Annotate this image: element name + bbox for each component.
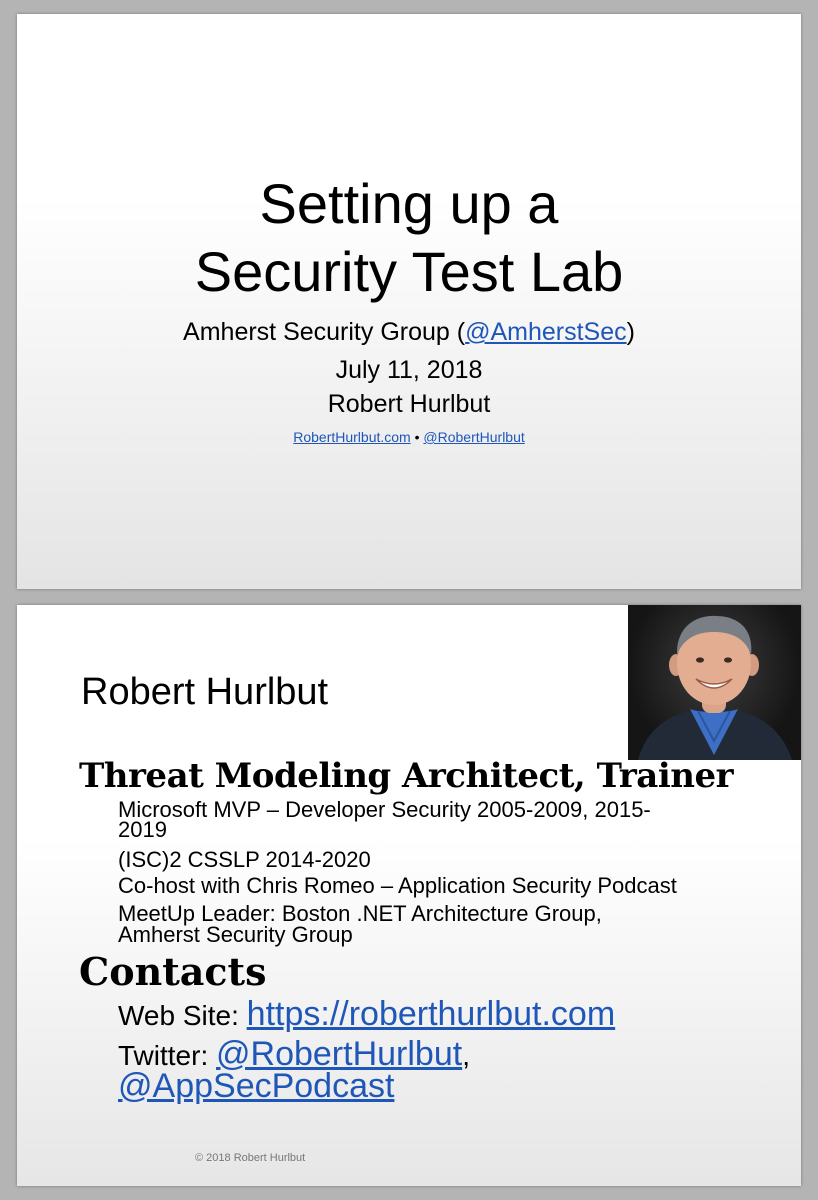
credential-item: Microsoft MVP – Developer Security 2005-2009, 2015-	[118, 797, 651, 822]
robert-twitter-link[interactable]: @RobertHurlbut	[216, 1035, 463, 1073]
credential-item: Co-host with Chris Romeo – Application Security Podcast	[118, 873, 677, 898]
slide-title-line-2: Security Test Lab	[194, 240, 624, 303]
organization-name: Amherst Security Group (	[183, 318, 466, 346]
slide-title-line-1: Setting up a	[259, 172, 559, 235]
credential-item: MeetUp Leader: Boston .NET Architecture Group,	[118, 901, 602, 926]
credential-item-continued: Amherst Security Group	[118, 922, 353, 947]
portrait-illustration	[628, 605, 801, 760]
twitter-comma: ,	[462, 1040, 470, 1071]
website-url-link[interactable]: https://roberthurlbut.com	[246, 995, 616, 1033]
speaker-name: Robert Hurlbut	[81, 671, 329, 713]
contacts-heading: Contacts	[79, 949, 267, 994]
appsec-podcast-link[interactable]: @AppSecPodcast	[118, 1067, 395, 1105]
organization-line	[17, 316, 801, 348]
presenter-links	[17, 427, 801, 447]
speaker-photo	[628, 605, 801, 760]
title-slide	[17, 14, 801, 589]
website-link[interactable]: RobertHurlbut.com	[293, 429, 411, 445]
presentation-date: July 11, 2018	[335, 356, 483, 384]
website-contact	[118, 997, 615, 1033]
twitter-label: Twitter:	[118, 1040, 217, 1071]
presenter-name: Robert Hurlbut	[327, 390, 491, 418]
amherstsec-link[interactable]: @AmherstSec	[465, 318, 627, 346]
about-slide	[17, 605, 801, 1186]
website-label: Web Site:	[118, 1000, 247, 1031]
link-separator: •	[410, 429, 424, 445]
credential-item-continued: 2019	[118, 817, 167, 842]
podcast-twitter-contact	[118, 1069, 394, 1105]
credential-item: (ISC)2 CSSLP 2014-2020	[118, 847, 371, 872]
copyright-notice: © 2018 Robert Hurlbut	[195, 1152, 306, 1164]
organization-suffix: )	[626, 318, 635, 346]
twitter-link[interactable]: @RobertHurlbut	[423, 429, 525, 445]
speaker-role: Threat Modeling Architect, Trainer	[79, 756, 734, 796]
